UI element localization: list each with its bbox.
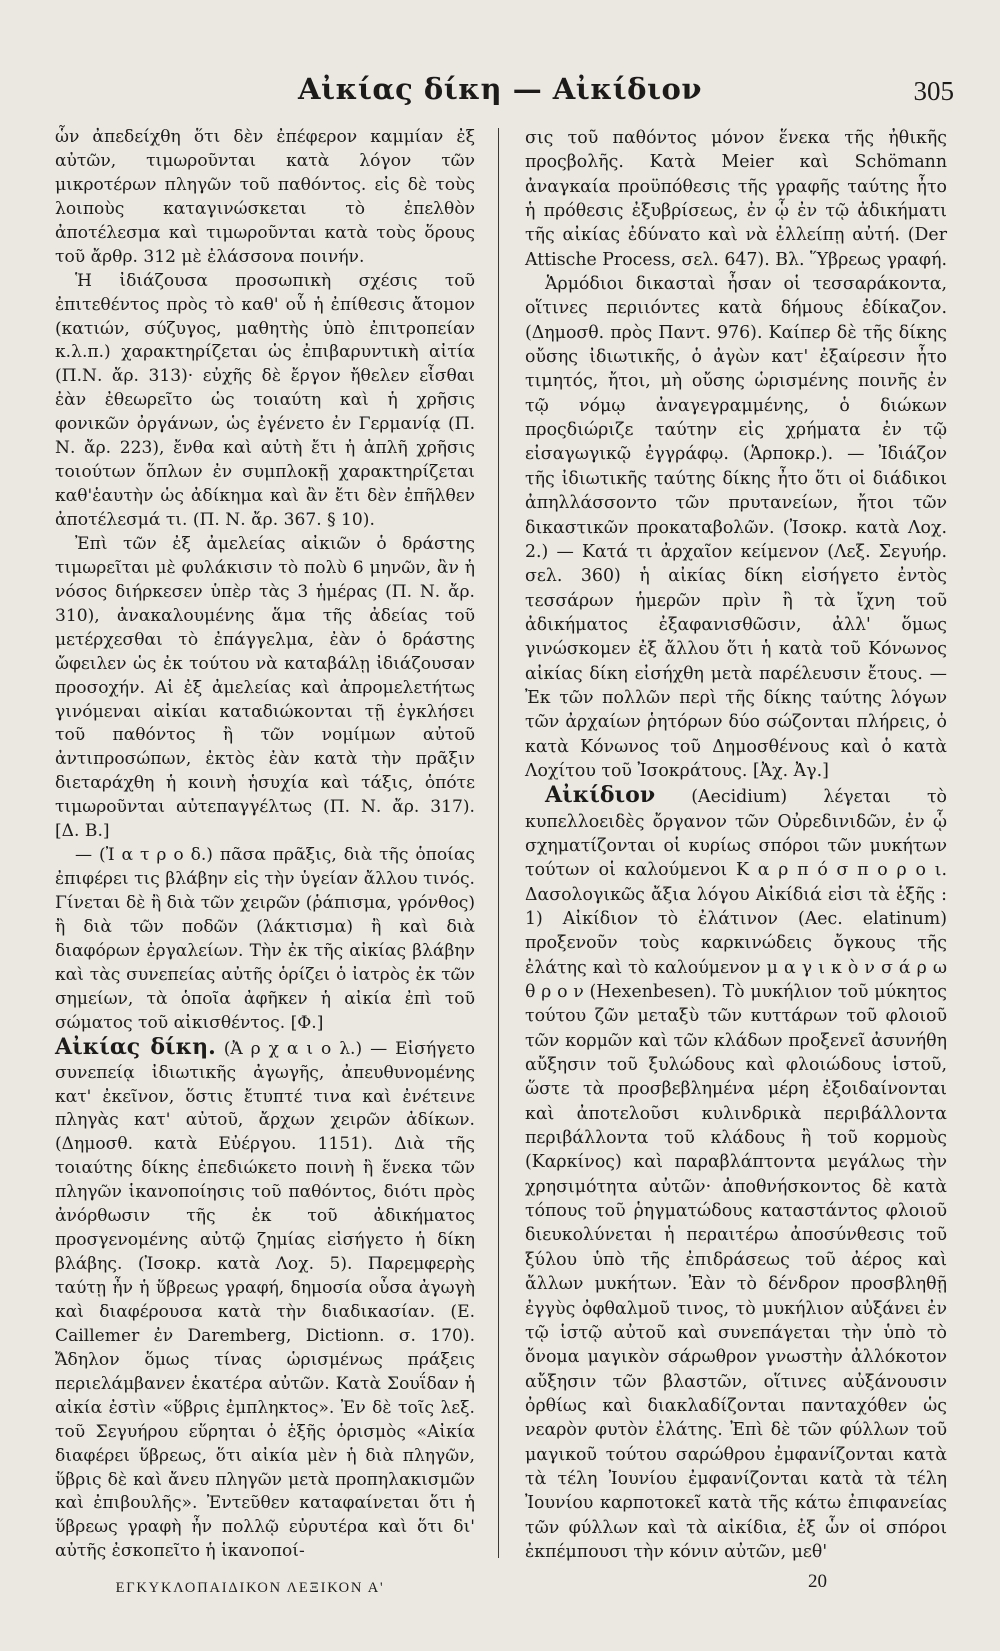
paragraph: ὧν ἀπεδείχθη ὅτι δὲν ἐπέφερον καμμίαν ἐξ αὐτῶν, τιμωροῦνται κατὰ λόγον τῶν μικροτέρων πληγῶν τοῦ παθόντος. εἰς δὲ τοὺς λοιποὺς καταγινώσκεται τὸ ἐπελθὸν ἀποτέλεσμα καὶ τιμωροῦνται κατὰ τοὺς ὅρους τοῦ ἄρθρ. 312 μὲ ἐλάσσονα ποινήν. [55,127,475,267]
paragraph: Ἡ ἰδιάζουσα προσωπικὴ σχέσις τοῦ ἐπιτεθέντος πρὸς τὸ καθ' οὗ ἡ ἐπίθεσις ἄτομον (κατιών, σύζυγος, μαθητὴς ὑπὸ ἐπιτροπείαν κ.λ.π.) χαρακτηρίζεται ὡς ἐπιβαρυντικὴ αἰτία (Π.Ν. ἄρ. 313)· εὐχῆς δὲ ἔργον ἤθελεν εἶσθαι ἐὰν ἐθεωρεῖτο ὡς τοιαύτη καὶ ἡ χρῆσις φονικῶν ὀργάνων, ὡς ἐγένετο ἐν Γερμανίᾳ (Π. Ν. ἄρ. 223), ἔνθα καὶ αὐτὴ ἔτι ἡ ἁπλῆ χρῆσις τοιούτων ὅπλων ἐν συμπλοκῇ χαρακτηρίζεται καθ'ἑαυτὴν ὡς ἀδίκημα καὶ ἂν ἔτι δὲν ἐπῆλθεν ἀποτέλεσμά τι. (Π. Ν. ἄρ. 367. § 10). [55,270,475,530]
entry-text: (Aecidium) λέγεται τὸ κυπελλοειδὲς ὄργανον τῶν Οὐρεδινιδῶν, ἐν ᾧ σχηματίζονται οἱ κυρίως σπόροι τῶν μυκήτων τούτων οἱ καλούμενοι Κ α ρ π ό σ π ο ρ ο ι. Δασολογικῶς ἄξια λόγου Αἰκίδιά εἰσι τὰ ἑξῆς : 1) Αἰκίδιον τὸ ἐλάτινον (Aec. elatinum) προξενοῦν τοὺς καρκινώδεις ὄγκους τῆς ἐλάτης καὶ τὸ καλούμενον μ α γ ι κ ὸ ν σ ά ρ ω θ ρ ο ν (Hexenbesen). Τὸ μυκήλιον τοῦ μύκητος τούτου ζῶν μεταξὺ τῶν κυττάρων τοῦ φλοιοῦ τῶν κορμῶν καὶ τῶν κλάδων προξενεῖ ἀσυνήθη αὔξησιν τοῦ ξυλώδους καὶ φλοιώδους ἱστοῦ, ὥστε τὰ προσβεβλημένα μέρη ἐξοιδαίνονται καὶ ἀποτελοῦσι κυλινδρικὰ περιβάλλοντα περιβάλλοντα τοῦ κλάδους ἢ τοῦ κορμοὺς (Καρκίνος) καὶ παραβλάπτοντα μεγάλως τὴν χρησιμότητα αὐτῶν· ἀποθνήσκοντος δὲ κατὰ τόπους τοῦ ῥηγματώδους καταστάντος φλοιοῦ διευκολύνεται ἡ περαιτέρω ἀποσύνθεσις τοῦ ξύλου ὑπὸ τῆς ἐπιδράσεως τοῦ ἀέρος καὶ ἄλλων μυκήτων. Ἐὰν τὸ δένδρον προσβληθῇ ἐγγὺς ὀφθαλμοῦ τινος, τὸ μυκήλιον αὐξάνει ἐν τῷ ἱστῷ αὐτοῦ καὶ συνεπάγεται τὴν ὑπὸ τὸ ὄνομα μαγικὸν σάρωθρον γνωστὴν ἀλλόκοτον αὔξησιν τῶν βλαστῶν, οἵτινες αὐξάνουσιν ὀρθίως καὶ διακλαδίζονται πανταχόθεν ὡς νεαρὸν φυτὸν ἐλάτης. Ἐπὶ δὲ τῶν φύλλων τοῦ μαγικοῦ τούτου σαρώθρου ἐμφανίζονται κατὰ τὰ τέλη Ἰουνίου ἐμφανίζονται κατὰ τὰ τέλη Ἰουνίου καρποτοκεῖ κατὰ τῆς κάτω ἐπιφανείας τῶν φύλλων καὶ τὰ αἰκίδια, ἐξ ὧν οἱ σπόροι ἐκπέμπουσι τὴν κόνιν αὐτῶν, μεθ' [525,787,947,1562]
paragraph: Ἐπὶ τῶν ἐξ ἀμελείας αἰκιῶν ὁ δράστης τιμωρεῖται μὲ φυλάκισιν τὸ πολὺ 6 μηνῶν, ἂν ἡ νόσος διήρκεσεν ὑπὲρ τὰς 3 ἡμέρας (Π. Ν. ἄρ. 310), ἀνακαλουμένης ἅμα τῆς ἀδείας τοῦ μετέρχεσθαι τὸ ἐπάγγελμα, ἐὰν ὁ δράστης ὤφειλεν ὡς ἐκ τούτου νὰ καταβάλῃ ἰδιάζουσαν προσοχήν. Αἱ ἐξ ἀμελείας καὶ ἀπρομελετήτως γινόμεναι αἰκίαι καταδιώκονται τῇ ἐγκλήσει τοῦ παθόντος ἢ τῶν νομίμων αὐτοῦ ἀντιπροσώπων, ἐκτὸς ἐὰν κατὰ τὴν πρᾶξιν διεταράχθη ἡ κοινὴ ἡσυχία καὶ τάξις, ὁπότε τιμωροῦνται αὐτεπαγγέλτως (Π. Ν. ἄρ. 317). [Δ. Β.] [55,533,475,842]
entry-headword: Αἰκίας δίκη. [55,1033,216,1060]
entry-headword: Αἰκίδιον [545,782,656,809]
page-title: Αἰκίας δίκη — Αἰκίδιον [298,72,702,106]
footer-imprint: ΕΓΚΥΚΛΟΠΑΙΔΙΚΟΝ ΛΕΞΙΚΟΝ Α' [115,1580,385,1596]
paragraph: σις τοῦ παθόντος μόνον ἕνεκα τῆς ἠθικῆς προςβολῆς. Κατὰ Meier καὶ Schömann ἀναγκαία προϋπόθεσις τῆς γραφῆς ταύτης ἦτο ἡ πρόθεσις ἐξυβρίσεως, ἐν ᾧ ἐν τῷ ἀδικήματι τῆς αἰκίας ἐδύνατο καὶ νὰ ἐλλείπῃ αὐτή. (Der Attische Process, σελ. 647). Βλ. Ὕβρεως γραφή. [525,128,947,270]
column-divider [498,128,499,1558]
page-number: 305 [913,76,954,106]
right-column [525,126,947,1564]
entry-text: (Ἀ ρ χ α ι ο λ.) — Εἰσήγετο συνεπείᾳ ἰδιωτικῆς ἀγωγῆς, ἀπευθυνομένης κατ' ἐκεῖνον, ὅστις ἔτυπτέ τινα καὶ ἐνέτεινε πληγὰς κατ' αὐτοῦ, ἄρχων χειρῶν ἀδίκων. (Δημοσθ. κατὰ Εὐέργου. 1151). Διὰ τῆς τοιαύτης δίκης ἐπεδιώκετο ποινὴ ἢ ἕνεκα τῶν πληγῶν ἱκανοποίησις τοῦ παθόντος, διότι πρὸς ἀνόρθωσιν τῆς ἐκ τοῦ ἀδικήματος προσγενομένης αὐτῷ ζημίας εἰσήγετο ἡ δίκη βλάβης. (Ἰσοκρ. κατὰ Λοχ. 5). Παρεμφερὴς ταύτῃ ἦν ἡ ὕβρεως γραφή, δημοσία οὖσα ἀγωγὴ καὶ διαφέρουσα κατὰ τὴν διαδικασίαν. (E. Caillemer ἐν Daremberg, Dictionn. σ. 170). Ἄδηλον ὅμως τίνας ὡρισμένως πράξεις περιελάμβανεν ἑκατέρα αὐτῶν. Κατὰ Σουΐδαν ἡ αἰκία ἐστὶν «ὕβρις ἐμπληκτος». Ἐν δὲ τοῖς λεξ. τοῦ Σεγυήρου εὕρηται ὁ ἑξῆς ὁρισμὸς «Αἰκία διαφέρει ὕβρεως, ὅτι αἰκία μὲν ἡ διὰ πληγῶν, ὕβρις δὲ καὶ ἄνευ πληγῶν μετὰ προπηλακισμῶν καὶ ἐπιβουλῆς». Ἐντεῦθεν καταφαίνεται ὅτι ἡ ὕβρεως γραφὴ ἦν πολλῷ εὐρυτέρα καὶ ὅτι δι' αὐτῆς ἐσκοπεῖτο ἡ ἱκανοποί- [55,1038,475,1562]
paragraph: — (Ἰ α τ ρ ο δ.) πᾶσα πρᾶξις, διὰ τῆς ὁποίας ἐπιφέρει τις βλάβην εἰς τὴν ὑγείαν ἄλλου τινός. Γίνεται δὲ ἢ διὰ τῶν χειρῶν (ῥάπισμα, γρόνθος) ἢ διὰ τῶν ποδῶν (λάκτισμα) ἢ καὶ διὰ διαφόρων ἐργαλείων. Τὴν ἐκ τῆς αἰκίας βλάβην καὶ τὰς συνεπείας αὐτῆς ὁρίζει ὁ ἰατρὸς ἐκ τῶν σημείων, τὰ ὁποῖα ἀφῆκεν ἡ αἰκία ἐπὶ τοῦ σώματος τοῦ αἰκισθέντος. [Φ.] [55,845,475,1033]
signature-mark: 20 [808,1571,827,1592]
left-column [55,126,475,1564]
entry-aikias-dike [55,1033,475,1565]
running-head [0,72,1000,114]
entry-aikidion [525,783,947,1564]
paragraph: Ἁρμόδιοι δικασταὶ ἦσαν οἱ τεσσαράκοντα, οἵτινες περιιόντες κατὰ δήμους ἐδίκαζον. (Δημοσθ. πρὸς Παντ. 976). Καίπερ δὲ τῆς δίκης οὔσης ἰδιωτικῆς, ὁ ἀγὼν κατ' ἐξαίρεσιν ἦτο τιμητός, ἤτοι, μὴ οὔσης ὡρισμένης ποινῆς ἐν τῷ νόμῳ ἀναγεγραμμένης, ὁ διώκων προςδιώριζε ταύτην εἰς χρήματα ἐν τῷ εἰσαγωγικῷ ἐγγράφῳ. (Ἁρποκρ.). — Ἰδιάζον τῆς ἰδιωτικῆς ταύτης δίκης ἦτο ὅτι οἱ διάδικοι ἀπηλλάσσοντο τῶν πρυτανείων, ἤτοι τῶν δικαστικῶν προκαταβολῶν. (Ἰσοκρ. κατὰ Λοχ. 2.) — Κατά τι ἀρχαῖον κείμενον (Λεξ. Σεγυήρ. σελ. 360) ἡ αἰκίας δίκη εἰσήγετο ἐντὸς τεσσάρων ἡμερῶν πρὶν ἢ τὰ ἴχνη τοῦ ἀδικήματος ἐξαφανισθῶσιν, ἀλλ' ὅμως γινώσκομεν ἐξ ἄλλου ὅτι ἡ κατὰ τοῦ Κόνωνος αἰκίας δίκη εἰσήχθη μετὰ παρέλευσιν ἔτους. — Ἐκ τῶν πολλῶν περὶ τῆς δίκης ταύτης λόγων τῶν ἀρχαίων ῥητόρων δύο σώζονται πλήρεις, ὁ κατὰ Κόνωνος τοῦ Δημοσθένους καὶ ὁ κατὰ Λοχίτου τοῦ Ἰσοκράτους. [Ἀχ. Ἀγ.] [525,274,947,781]
